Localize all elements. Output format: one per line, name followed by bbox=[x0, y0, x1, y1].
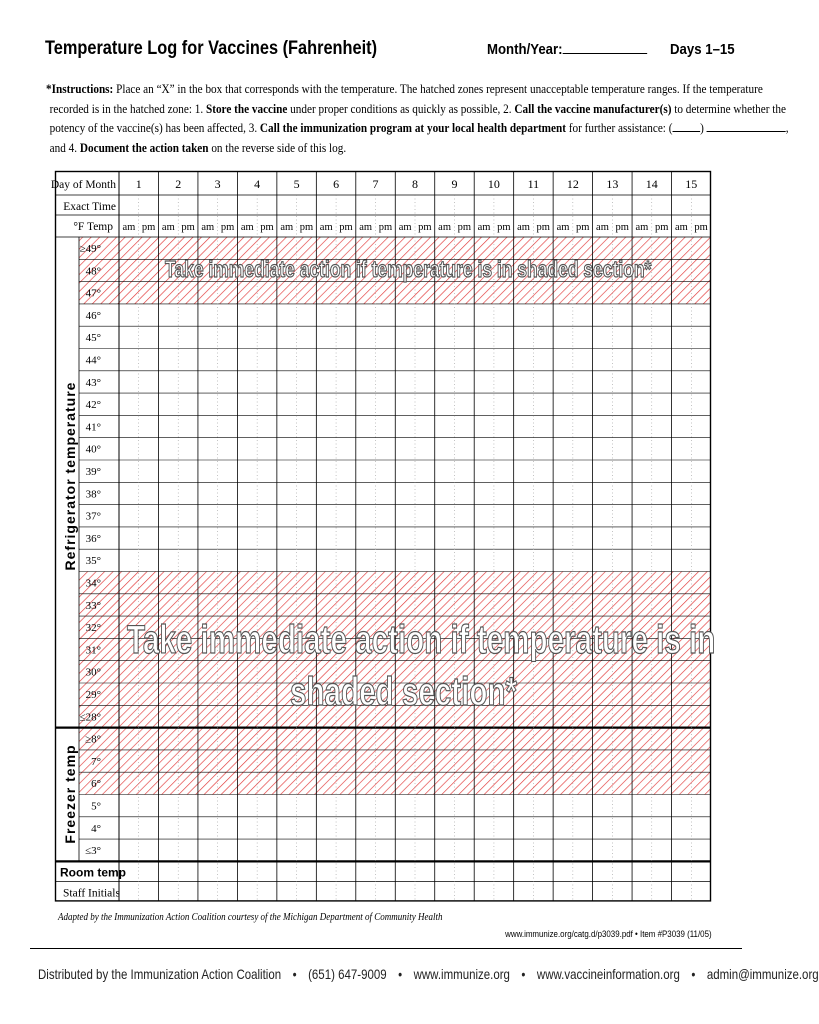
am-label: am bbox=[280, 222, 294, 233]
temperature-label: 6° bbox=[91, 778, 101, 791]
instructions-step-1: Store the vaccine bbox=[205, 101, 288, 116]
adapted-credit: Adapted by the Immunization Action Coalition courtesy of the Michigan Department of Community Health bbox=[58, 912, 443, 923]
day-number: 1 bbox=[135, 177, 142, 191]
am-label: am bbox=[556, 222, 570, 233]
footer-site-2[interactable]: www.vaccineinformation.org bbox=[536, 966, 680, 982]
day-number: 14 bbox=[645, 177, 658, 191]
pm-label: pm bbox=[260, 222, 274, 233]
pm-label: pm bbox=[694, 222, 708, 233]
days-range-label: Days 1–15 bbox=[670, 41, 735, 58]
am-label: am bbox=[438, 222, 452, 233]
f-temp-label: °F Temp bbox=[73, 221, 113, 233]
phone-blank[interactable] bbox=[707, 120, 786, 132]
am-label: am bbox=[240, 222, 254, 233]
instructions-text-7: ) bbox=[700, 121, 707, 135]
day-number: 7 bbox=[372, 177, 379, 191]
temperature-label: 40° bbox=[85, 443, 101, 456]
footer-divider bbox=[30, 948, 742, 949]
am-label: am bbox=[635, 222, 649, 233]
pm-label: pm bbox=[497, 222, 511, 233]
day-of-month-label: Day of Month bbox=[50, 179, 116, 191]
footer-bullet-4: • bbox=[691, 966, 696, 982]
instructions-lead: *Instructions: bbox=[46, 82, 114, 96]
footer-distributed: Distributed by the Immunization Action Coalition bbox=[38, 966, 282, 982]
am-label: am bbox=[596, 222, 609, 233]
am-label: am bbox=[477, 222, 491, 233]
temperature-label: 37° bbox=[85, 510, 101, 523]
pm-label: pm bbox=[418, 222, 432, 233]
day-number: 13 bbox=[606, 177, 619, 191]
exact-time-label: Exact Time bbox=[63, 201, 116, 213]
temperature-label: 41° bbox=[85, 421, 101, 434]
instructions-step-2: Call the vaccine manufacturer(s) bbox=[514, 101, 672, 116]
banner-bottom-line-2: shaded section* bbox=[290, 670, 518, 714]
am-label: am bbox=[398, 222, 412, 233]
pm-label: pm bbox=[654, 222, 669, 233]
am-label: am bbox=[122, 222, 136, 233]
refrigerator-side-label: Refrigerator temperature bbox=[62, 381, 78, 571]
footer-bullet-2: • bbox=[398, 966, 403, 982]
pm-label: pm bbox=[141, 222, 156, 233]
temperature-label: 46° bbox=[85, 309, 101, 322]
instructions-step-3: Call the immunization program at your local health department bbox=[259, 121, 566, 135]
temperature-label: 5° bbox=[91, 800, 101, 813]
temperature-label: 34° bbox=[85, 577, 101, 590]
am-label: am bbox=[517, 222, 530, 233]
day-number: 15 bbox=[685, 177, 698, 191]
pm-label: pm bbox=[220, 222, 235, 233]
pm-label: pm bbox=[339, 222, 353, 233]
instructions-text-10: on the reverse side of this log. bbox=[208, 140, 347, 155]
temperature-label: ≥49° bbox=[79, 243, 101, 255]
instructions-step-4: Document the action taken bbox=[79, 140, 209, 155]
instructions-text-3: under proper conditions as quickly as possible, 2. bbox=[287, 101, 515, 116]
banner-bottom-line-1: Take immediate action if temperature is in bbox=[127, 618, 716, 662]
temperature-label: 44° bbox=[85, 354, 101, 367]
staff-initials-label: Staff Initials bbox=[63, 887, 120, 900]
instructions-text-1: Place an “X” in the box that corresponds with the temperature. The hatched zones represent unacceptable temperature ranges. If the temperature bbox=[113, 82, 763, 96]
room-temp-label: Room temp bbox=[60, 865, 126, 880]
month-year-blank[interactable] bbox=[563, 41, 647, 54]
temperature-label: ≥8° bbox=[85, 733, 101, 746]
temperature-label: 45° bbox=[85, 332, 101, 345]
temperature-label: 35° bbox=[85, 555, 101, 568]
instructions-text-8: , bbox=[785, 121, 789, 135]
page-title: Temperature Log for Vaccines (Fahrenheit) bbox=[45, 38, 378, 59]
temperature-label: 43° bbox=[85, 376, 101, 389]
temperature-label: 48° bbox=[85, 265, 101, 278]
instructions-text-9: and 4. bbox=[49, 140, 80, 155]
pm-label: pm bbox=[378, 222, 393, 233]
temperature-label: 39° bbox=[85, 466, 101, 478]
footer-bullet-3: • bbox=[521, 966, 526, 982]
temperature-label: ≤3° bbox=[85, 845, 101, 858]
day-number: 3 bbox=[214, 177, 221, 191]
am-label: am bbox=[359, 222, 373, 233]
temperature-label: 47° bbox=[85, 287, 101, 300]
temperature-label: 30° bbox=[85, 666, 101, 679]
am-label: am bbox=[674, 222, 688, 233]
temperature-label: 7° bbox=[91, 755, 101, 768]
pm-label: pm bbox=[457, 222, 472, 233]
footer-phone: (651) 647-9009 bbox=[308, 966, 387, 982]
pm-label: pm bbox=[181, 222, 195, 233]
area-code-blank[interactable] bbox=[672, 120, 700, 132]
day-number: 6 bbox=[333, 177, 340, 191]
temperature-label: ≤28° bbox=[79, 711, 101, 724]
footer-distribution bbox=[38, 966, 819, 982]
instructions bbox=[46, 80, 789, 158]
freezer-side-label: Freezer temp bbox=[62, 744, 78, 844]
day-number: 9 bbox=[451, 177, 458, 191]
day-number: 10 bbox=[487, 177, 500, 191]
temperature-label: 29° bbox=[85, 689, 101, 701]
am-label: am bbox=[319, 222, 333, 233]
temperature-label: 4° bbox=[91, 822, 101, 835]
banner-top: Take immediate action if temperature is in shaded section* bbox=[165, 256, 652, 282]
instructions-text-6: for further assistance: ( bbox=[565, 121, 673, 135]
temperature-label: 38° bbox=[85, 488, 101, 501]
pm-label: pm bbox=[576, 222, 590, 233]
day-number: 2 bbox=[175, 177, 182, 191]
footer-email[interactable]: admin@immunize.org bbox=[706, 966, 819, 982]
am-label: am bbox=[161, 222, 175, 233]
temperature-label: 32° bbox=[85, 622, 101, 635]
am-label: am bbox=[201, 222, 215, 233]
item-number: www.immunize.org/catg.d/p3039.pdf • Item #P3039 (11/05) bbox=[505, 929, 712, 939]
instructions-text-5: potency of the vaccine(s) has been affected, 3. bbox=[49, 121, 260, 135]
day-number: 8 bbox=[412, 177, 418, 191]
pm-label: pm bbox=[536, 222, 550, 233]
day-number: 5 bbox=[293, 177, 300, 191]
day-number: 11 bbox=[527, 177, 540, 191]
month-year-field[interactable] bbox=[487, 41, 647, 58]
day-number: 12 bbox=[566, 177, 579, 191]
footer-site-1[interactable]: www.immunize.org bbox=[413, 966, 510, 982]
temperature-label: 31° bbox=[85, 644, 101, 657]
month-year-label: Month/Year: bbox=[487, 41, 563, 58]
temperature-label: 33° bbox=[85, 599, 101, 612]
temperature-label: 42° bbox=[85, 399, 101, 412]
pm-label: pm bbox=[615, 222, 629, 233]
pm-label: pm bbox=[299, 222, 314, 233]
instructions-text-4: to determine whether the bbox=[671, 101, 787, 116]
day-number: 4 bbox=[254, 177, 261, 191]
temperature-label: 36° bbox=[85, 532, 101, 545]
footer-bullet-1: • bbox=[292, 966, 297, 982]
instructions-text-2: recorded is in the hatched zone: 1. bbox=[49, 101, 206, 116]
